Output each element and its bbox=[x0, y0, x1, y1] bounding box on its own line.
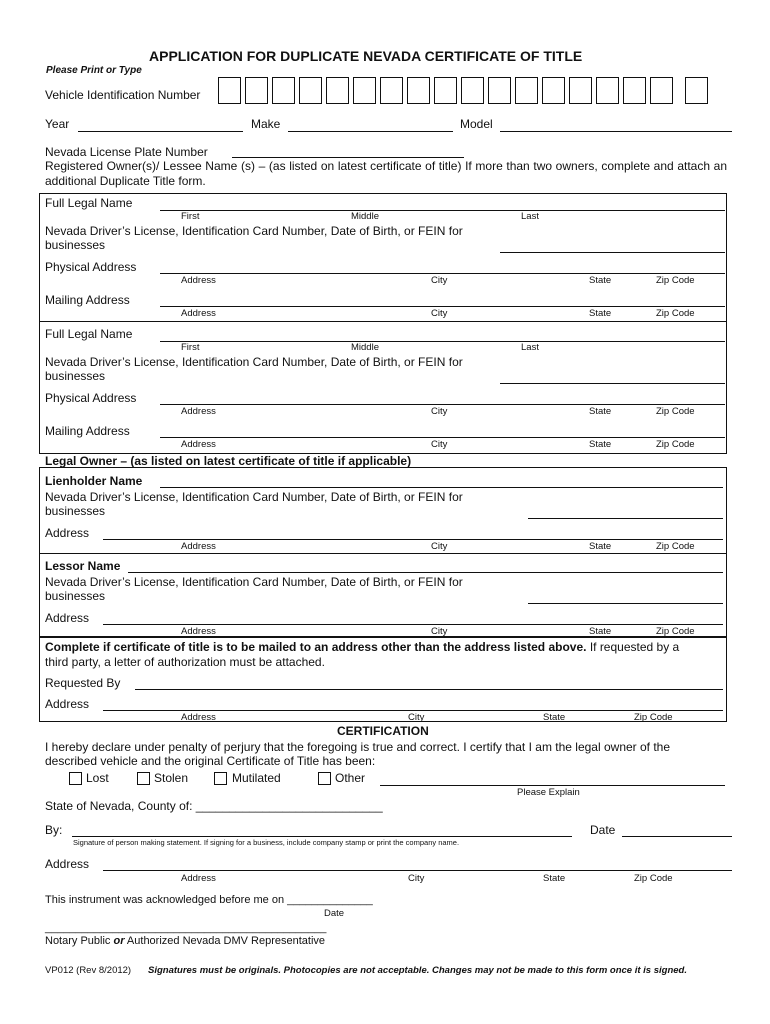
owner2-name-field[interactable] bbox=[160, 341, 725, 342]
owner1-dl-field[interactable] bbox=[500, 252, 725, 253]
address-sublabel: Address bbox=[181, 439, 216, 450]
other-checkbox[interactable] bbox=[318, 772, 331, 785]
mutilated-checkbox[interactable] bbox=[214, 772, 227, 785]
lost-checkbox[interactable] bbox=[69, 772, 82, 785]
city-sublabel: City bbox=[431, 626, 448, 637]
zip-sublabel: Zip Code bbox=[656, 406, 695, 417]
date-field[interactable] bbox=[622, 836, 732, 837]
vin-char-box[interactable] bbox=[434, 77, 457, 104]
middle-sublabel: Middle bbox=[351, 211, 379, 222]
form-title: APPLICATION FOR DUPLICATE NEVADA CERTIFICATE OF TITLE bbox=[149, 48, 583, 64]
owner1-dl-label: Nevada Driver’s License, Identification Card Number, Date of Birth, or FEIN for bbox=[45, 224, 463, 238]
lienholder-address-label: Address bbox=[45, 526, 90, 540]
cert-address-field[interactable] bbox=[103, 870, 732, 871]
year-label: Year bbox=[45, 117, 70, 131]
requested-by-label: Requested By bbox=[45, 676, 121, 690]
certification-heading: CERTIFICATION bbox=[337, 724, 429, 738]
owner1-physical-label: Physical Address bbox=[45, 260, 137, 274]
mailing-instruction-line1 bbox=[45, 640, 679, 654]
state-sublabel: State bbox=[589, 541, 612, 552]
mutilated-label: Mutilated bbox=[232, 771, 281, 785]
lessor-dl-label-cont: businesses bbox=[45, 589, 106, 603]
last-sublabel: Last bbox=[521, 342, 539, 353]
address-sublabel: Address bbox=[181, 626, 216, 637]
lienholder-dl-label: Nevada Driver’s License, Identification Card Number, Date of Birth, or FEIN for bbox=[45, 490, 463, 504]
lienholder-dl-field[interactable] bbox=[528, 518, 723, 519]
lessor-address-field[interactable] bbox=[103, 624, 723, 625]
mailing-instruction-line2: third party, a letter of authorization must be attached. bbox=[45, 655, 325, 669]
vin-char-box[interactable] bbox=[542, 77, 565, 104]
lessor-label: Lessor Name bbox=[45, 559, 121, 573]
owner2-full-name-label: Full Legal Name bbox=[45, 327, 133, 341]
last-sublabel: Last bbox=[521, 211, 539, 222]
zip-sublabel: Zip Code bbox=[656, 308, 695, 319]
address-sublabel: Address bbox=[181, 308, 216, 319]
lienholder-address-field[interactable] bbox=[103, 539, 723, 540]
acknowledged-date-sublabel: Date bbox=[324, 908, 345, 919]
owner1-name-field[interactable] bbox=[160, 210, 725, 211]
legal-owner-divider bbox=[39, 553, 727, 554]
vin-char-box[interactable] bbox=[218, 77, 241, 104]
notary-signature-line[interactable]: ______________________________________________ bbox=[45, 922, 327, 934]
address-sublabel: Address bbox=[181, 275, 216, 286]
vin-char-box[interactable] bbox=[272, 77, 295, 104]
vin-char-box[interactable] bbox=[596, 77, 619, 104]
address-sublabel: Address bbox=[181, 873, 216, 884]
state-sublabel: State bbox=[589, 275, 612, 286]
stolen-checkbox[interactable] bbox=[137, 772, 150, 785]
legal-owner-heading: Legal Owner – (as listed on latest certificate of title if applicable) bbox=[45, 454, 412, 468]
please-explain-sublabel: Please Explain bbox=[517, 787, 580, 798]
owner1-full-name-label: Full Legal Name bbox=[45, 196, 133, 210]
zip-sublabel: Zip Code bbox=[656, 626, 695, 637]
owner-divider bbox=[39, 321, 727, 322]
notary-label-or: or bbox=[113, 935, 125, 947]
lienholder-label: Lienholder Name bbox=[45, 474, 143, 488]
middle-sublabel: Middle bbox=[351, 342, 379, 353]
footer-notice: Signatures must be originals. Photocopies are not acceptable. Changes may not be made to this form once it is signed. bbox=[148, 965, 687, 976]
city-sublabel: City bbox=[431, 275, 448, 286]
mailing-instruction-rest: If requested by a bbox=[589, 640, 680, 654]
owner2-dl-label: Nevada Driver’s License, Identification Card Number, Date of Birth, or FEIN for bbox=[45, 355, 463, 369]
signature-field[interactable] bbox=[72, 836, 572, 837]
city-sublabel: City bbox=[431, 439, 448, 450]
owner1-physical-field[interactable] bbox=[160, 273, 725, 274]
other-label: Other bbox=[335, 771, 366, 785]
zip-sublabel: Zip Code bbox=[656, 439, 695, 450]
notary-label-a: Notary Public bbox=[45, 935, 114, 947]
state-sublabel: State bbox=[543, 712, 566, 723]
owner1-mailing-field[interactable] bbox=[160, 306, 725, 307]
state-sublabel: State bbox=[589, 406, 612, 417]
owner2-physical-label: Physical Address bbox=[45, 391, 137, 405]
state-sublabel: State bbox=[589, 308, 612, 319]
vin-char-box[interactable] bbox=[407, 77, 430, 104]
lienholder-field[interactable] bbox=[160, 487, 723, 488]
cert-address-label: Address bbox=[45, 857, 90, 871]
city-sublabel: City bbox=[431, 308, 448, 319]
notary-label bbox=[45, 935, 325, 947]
vin-char-box[interactable] bbox=[461, 77, 484, 104]
certification-line1: I hereby declare under penalty of perjury that the foregoing is true and correct. I certify that I am the legal owner of the bbox=[45, 740, 671, 754]
make-label: Make bbox=[251, 117, 281, 131]
vin-char-box[interactable] bbox=[569, 77, 592, 104]
vin-char-box[interactable] bbox=[299, 77, 322, 104]
owner2-dl-field[interactable] bbox=[500, 383, 725, 384]
plate-label: Nevada License Plate Number bbox=[45, 145, 208, 159]
state-sublabel: State bbox=[589, 626, 612, 637]
acknowledged-text: This instrument was acknowledged before me on ______________ bbox=[45, 894, 373, 906]
form-id: VP012 (Rev 8/2012) bbox=[45, 965, 132, 976]
make-field[interactable] bbox=[288, 131, 453, 132]
zip-sublabel: Zip Code bbox=[634, 712, 673, 723]
state-sublabel: State bbox=[589, 439, 612, 450]
mailing-instruction-bold: Complete if certificate of title is to be mailed to an address other than the address listed above. bbox=[45, 640, 587, 654]
address-sublabel: Address bbox=[181, 712, 216, 723]
vin-char-box[interactable] bbox=[380, 77, 403, 104]
lost-label: Lost bbox=[86, 771, 109, 785]
mailing-address-field[interactable] bbox=[103, 710, 723, 711]
city-sublabel: City bbox=[408, 873, 425, 884]
owner1-dl-label-cont: businesses bbox=[45, 238, 106, 252]
certification-line2: described vehicle and the original Certificate of Title has been: bbox=[45, 754, 376, 768]
state-sublabel: State bbox=[543, 873, 566, 884]
zip-sublabel: Zip Code bbox=[656, 275, 695, 286]
first-sublabel: First bbox=[181, 342, 200, 353]
owner2-physical-field[interactable] bbox=[160, 404, 725, 405]
lessor-dl-label: Nevada Driver’s License, Identification Card Number, Date of Birth, or FEIN for bbox=[45, 575, 463, 589]
vin-char-box[interactable] bbox=[515, 77, 538, 104]
vin-char-box[interactable] bbox=[488, 77, 511, 104]
model-label: Model bbox=[460, 117, 493, 131]
vin-char-box[interactable] bbox=[623, 77, 646, 104]
owners-intro: Registered Owner(s)/ Lessee Name (s) – (as listed on latest certificate of title) If more than two owners, complete and attach an additional Duplicate Title form. bbox=[45, 159, 727, 188]
by-label: By: bbox=[45, 823, 63, 837]
owner1-mailing-label: Mailing Address bbox=[45, 293, 130, 307]
county-label: State of Nevada, County of: ____________________________ bbox=[45, 799, 383, 813]
owner2-dl-label-cont: businesses bbox=[45, 369, 106, 383]
zip-sublabel: Zip Code bbox=[634, 873, 673, 884]
address-sublabel: Address bbox=[181, 541, 216, 552]
owner2-mailing-field[interactable] bbox=[160, 437, 725, 438]
first-sublabel: First bbox=[181, 211, 200, 222]
address-sublabel: Address bbox=[181, 406, 216, 417]
stolen-label: Stolen bbox=[154, 771, 189, 785]
city-sublabel: City bbox=[408, 712, 425, 723]
mailing-address-label: Address bbox=[45, 697, 90, 711]
vin-char-box[interactable] bbox=[685, 77, 708, 104]
notary-label-b: Authorized Nevada DMV Representative bbox=[124, 935, 326, 947]
other-explain-field[interactable] bbox=[380, 785, 725, 786]
lessor-address-label: Address bbox=[45, 611, 90, 625]
city-sublabel: City bbox=[431, 406, 448, 417]
requested-by-field[interactable] bbox=[135, 689, 723, 690]
year-field[interactable] bbox=[78, 131, 243, 132]
vin-label: Vehicle Identification Number bbox=[45, 88, 201, 102]
signature-note: Signature of person making statement. If signing for a business, include company stamp or print the company name. bbox=[73, 838, 460, 847]
model-field[interactable] bbox=[500, 131, 732, 132]
lessor-dl-field[interactable] bbox=[528, 603, 723, 604]
owner2-mailing-label: Mailing Address bbox=[45, 424, 130, 438]
lessor-field[interactable] bbox=[128, 572, 723, 573]
zip-sublabel: Zip Code bbox=[656, 541, 695, 552]
plate-field[interactable] bbox=[232, 157, 464, 158]
vin-char-box[interactable] bbox=[245, 77, 268, 104]
vin-char-box[interactable] bbox=[326, 77, 349, 104]
vin-char-box[interactable] bbox=[650, 77, 673, 104]
city-sublabel: City bbox=[431, 541, 448, 552]
date-label: Date bbox=[590, 823, 616, 837]
vin-char-box[interactable] bbox=[353, 77, 376, 104]
print-instruction: Please Print or Type bbox=[46, 65, 142, 76]
lienholder-dl-label-cont: businesses bbox=[45, 504, 106, 518]
